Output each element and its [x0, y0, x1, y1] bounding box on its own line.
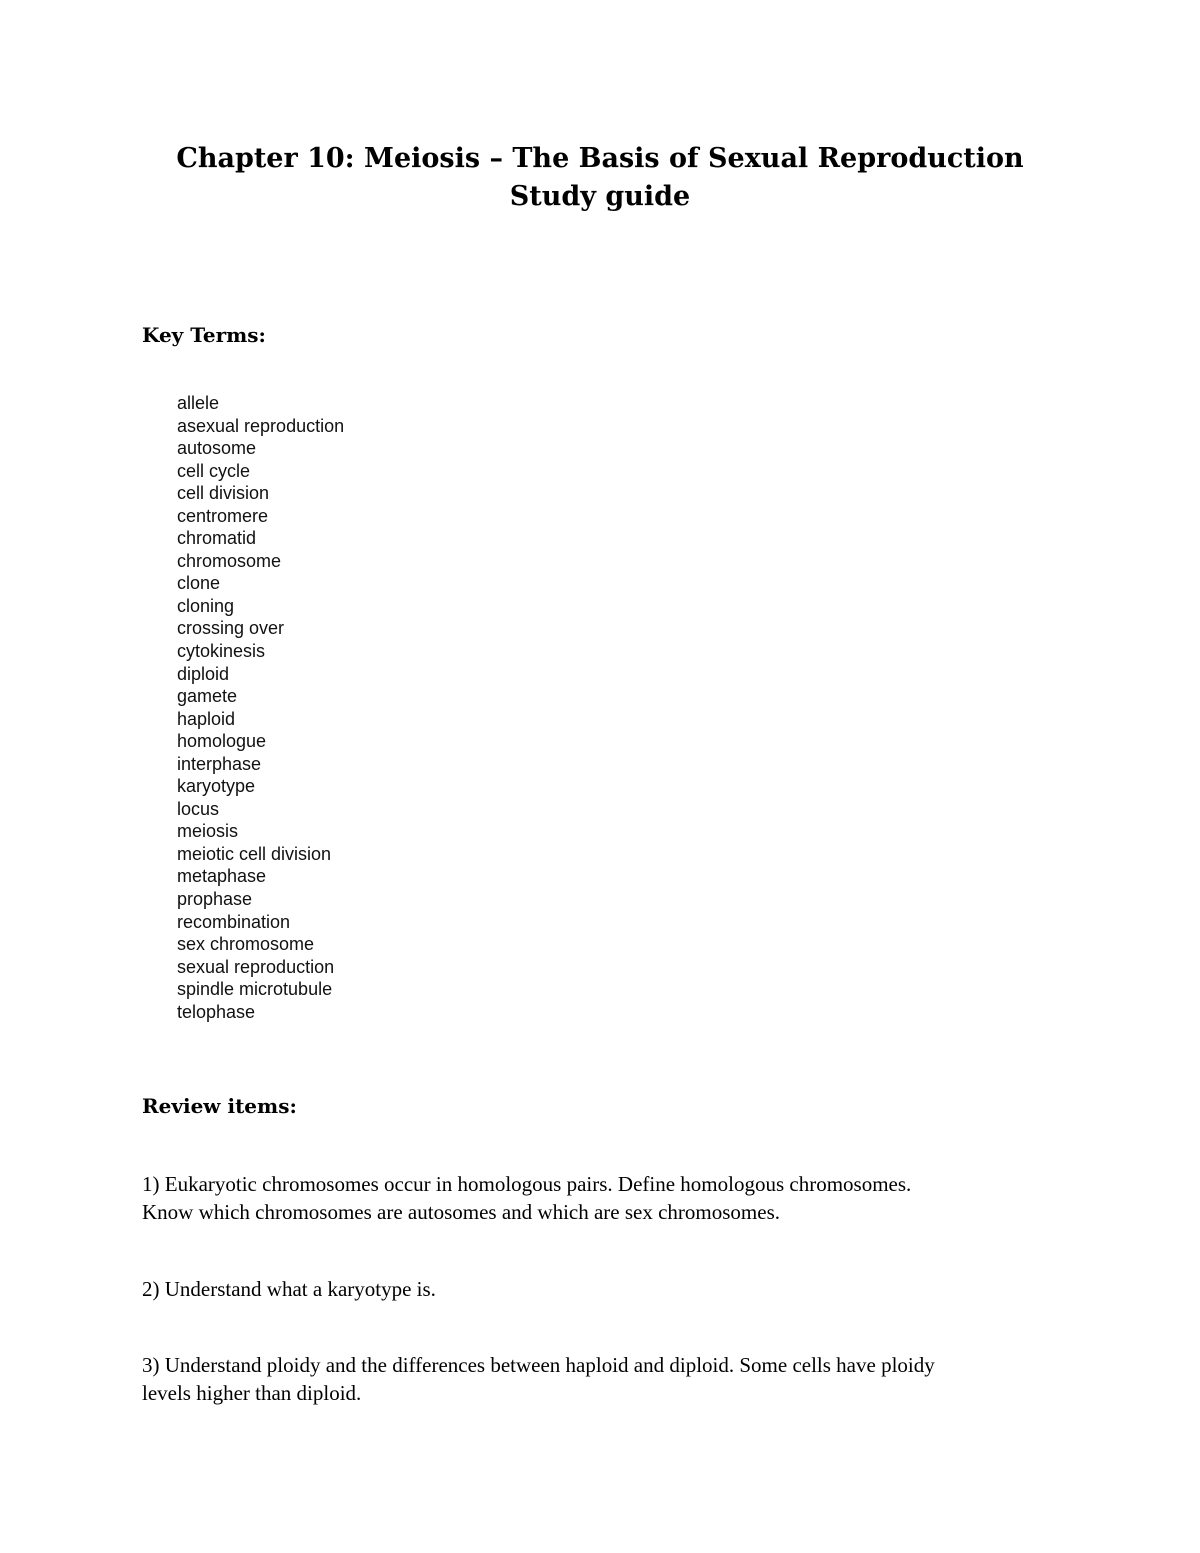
- key-term-item: homologue: [177, 731, 267, 752]
- review-items-heading: Review items:: [142, 1094, 297, 1118]
- key-term-item: spindle microtubule: [177, 979, 333, 1000]
- key-term-item: meiosis: [177, 821, 239, 842]
- key-term-item: chromosome: [177, 550, 282, 571]
- review-item-line: 3) Understand ploidy and the differences between haploid and diploid. Some cells have ploidy: [142, 1353, 935, 1377]
- key-term-item: gamete: [177, 686, 238, 707]
- review-item-line: 1) Eukaryotic chromosomes occur in homologous pairs. Define homologous chromosomes.: [142, 1172, 912, 1196]
- key-term-item: cytokinesis: [177, 641, 266, 662]
- key-term-item: telophase: [177, 1001, 256, 1022]
- key-term-item: cell division: [177, 483, 270, 504]
- key-term-item: interphase: [177, 753, 262, 774]
- key-terms-heading: Key Terms:: [142, 323, 266, 347]
- key-term-item: meiotic cell division: [177, 843, 332, 864]
- key-term-item: prophase: [177, 889, 253, 910]
- key-term-item: chromatid: [177, 528, 257, 549]
- key-term-item: locus: [177, 798, 220, 819]
- key-term-item: cloning: [177, 595, 235, 616]
- key-term-item: asexual reproduction: [177, 415, 345, 436]
- key-term-item: centromere: [177, 505, 269, 526]
- key-term-item: cell cycle: [177, 460, 251, 481]
- review-item: [142, 1170, 1052, 1226]
- key-term-item: sex chromosome: [177, 934, 315, 955]
- key-terms-list: [177, 392, 344, 1023]
- key-term-item: sexual reproduction: [177, 956, 335, 977]
- key-term-item: diploid: [177, 663, 230, 684]
- title-line-chapter: Chapter 10: Meiosis – The Basis of Sexual Reproduction: [176, 143, 1024, 174]
- key-term-item: allele: [177, 393, 220, 413]
- key-term-item: karyotype: [177, 776, 256, 797]
- document-title: [0, 140, 1200, 216]
- key-term-item: clone: [177, 573, 221, 594]
- key-term-item: autosome: [177, 438, 257, 459]
- key-term-item: metaphase: [177, 866, 267, 887]
- review-item: [142, 1275, 1052, 1303]
- key-term-item: haploid: [177, 708, 236, 729]
- review-item-line: levels higher than diploid.: [142, 1381, 362, 1405]
- title-line-study-guide: Study guide: [509, 181, 691, 212]
- review-item: [142, 1351, 1052, 1407]
- review-item-line: Know which chromosomes are autosomes and which are sex chromosomes.: [142, 1200, 781, 1224]
- key-term-item: crossing over: [177, 618, 285, 639]
- key-term-item: recombination: [177, 911, 291, 932]
- review-item-line: 2) Understand what a karyotype is.: [142, 1277, 436, 1301]
